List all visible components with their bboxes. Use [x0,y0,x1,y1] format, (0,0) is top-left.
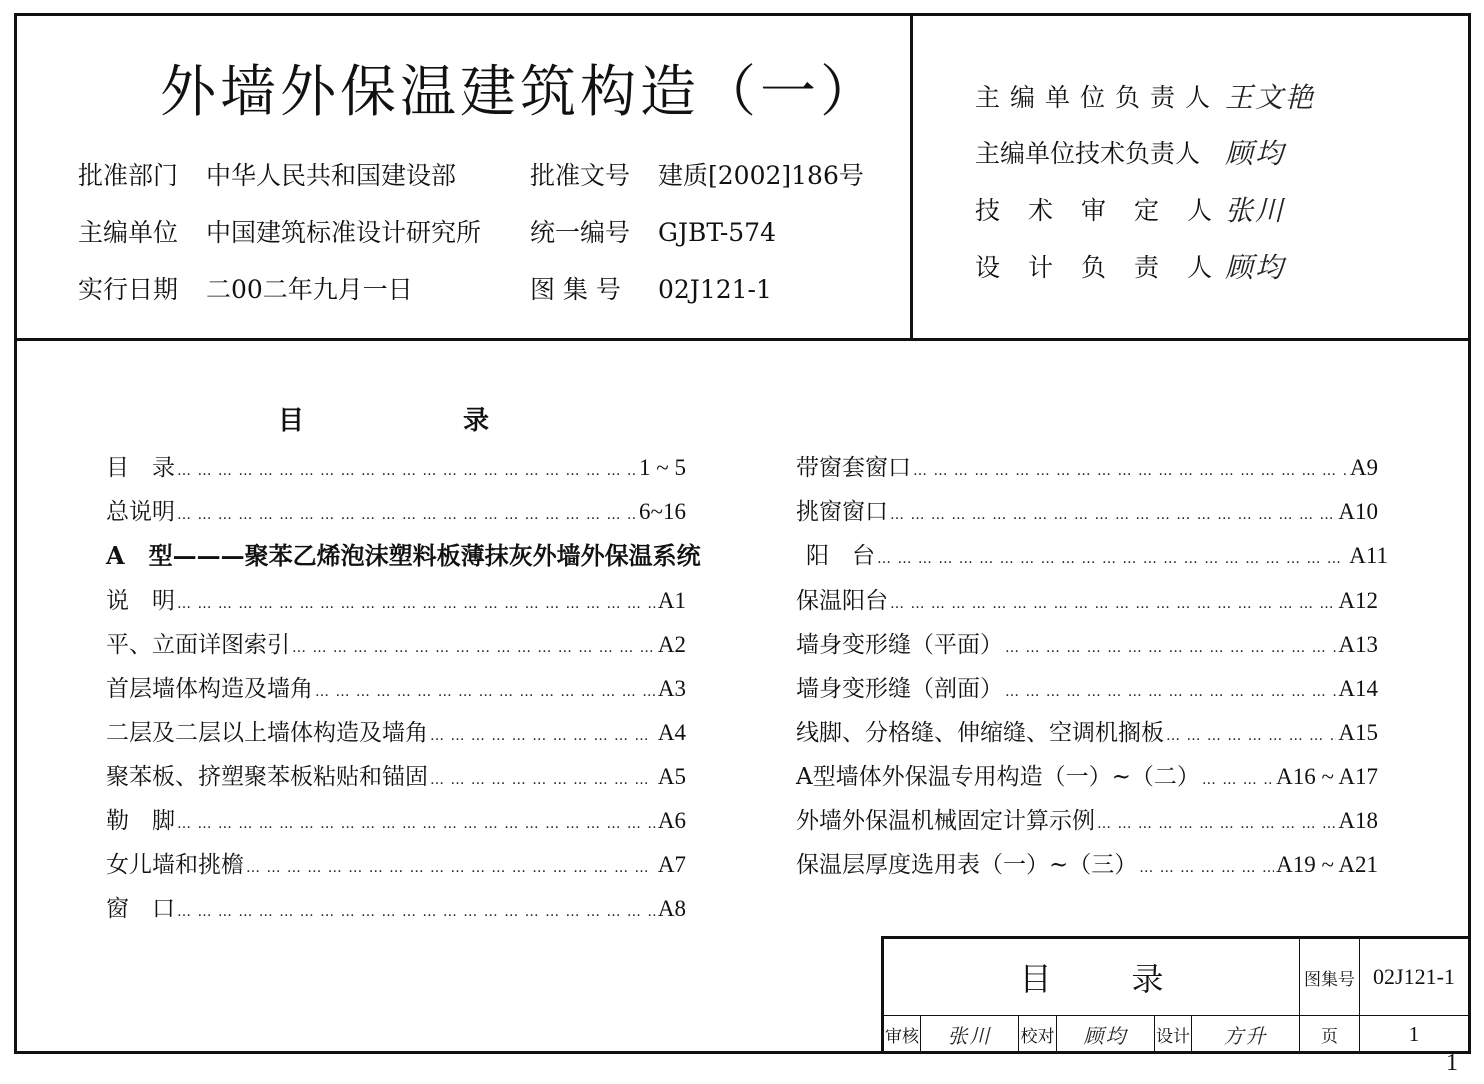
header-vertical-divider [910,13,913,340]
meta-label: 统一编号 [530,218,631,247]
check-signature: 顾均 [1057,1016,1155,1054]
toc-item[interactable]: 目 录 … … … … … … … … … … … … … … … … … … … … … … … … … … … … … … … … … … … … … … … … … … … … 1 ~ 5 [106,449,686,479]
signatory-row [975,76,1315,116]
sheet-title-right: 录 [1131,960,1164,998]
signatory-row [975,189,1285,229]
signature: 王文艳 [1225,81,1316,114]
toc-item[interactable]: 女儿墙和挑檐 … … … … … … … … … … … … … … … … … … … … … … … … … … … … … … … … … … … … … … … … … … … … A7 [106,846,686,876]
design-signature: 方升 [1192,1016,1300,1054]
page-value-cell: 1 [1360,1016,1471,1054]
meta-editor-unit [78,213,481,249]
toc-item[interactable]: 勒 脚 … … … … … … … … … … … … … … … … … … … … … … … … … … … … … … … … … … … … … … … … … … … … A6 [106,802,686,832]
meta-approval-no [530,156,864,192]
toc-item[interactable]: 墙身变形缝（剖面） … … … … … … … … … … … … … … … … … … … … … … … … … … … … … … … … … … … … … … … … … … … … A14 [796,670,1378,700]
toc-item[interactable]: 带窗套窗口 … … … … … … … … … … … … … … … … … … … … … … … … … … … … … … … … … … … … … … … … … … … … A9 [796,449,1378,479]
title-block [881,936,1471,1054]
toc-item[interactable]: 说 明 … … … … … … … … … … … … … … … … … … … … … … … … … … … … … … … … … … … … … … … … … … … … A1 [106,582,686,612]
meta-effective-date [78,270,413,306]
toc-section-heading: A 型———聚苯乙烯泡沫塑料板薄抹灰外墙外保温系统 [106,541,701,570]
toc-item[interactable]: 挑窗窗口 … … … … … … … … … … … … … … … … … … … … … … … … … … … … … … … … … … … … … … … … … … … … A10 [796,493,1378,523]
toc-item[interactable]: A型墙体外保温专用构造（一）~（二） … … … … … … … … … … … … … … … … … … … … … … … … … … … … … … … … … … … … … … … … … … … … A16 ~ A17 [796,758,1378,788]
toc-item[interactable]: 墙身变形缝（平面） … … … … … … … … … … … … … … … … … … … … … … … … … … … … … … … … … … … … … … … … … … … … A13 [796,626,1378,656]
sheet-title-cell [884,939,1300,1016]
meta-value: 二00二年九月一日 [206,275,413,304]
toc-item[interactable]: 二层及二层以上墙体构造及墙角 … … … … … … … … … … … … … … … … … … … … … … … … … … … … … … … … … … … … … … … … … … … … A4 [106,714,686,744]
signature: 顾均 [1225,251,1286,284]
sheet-title-left: 目 [1019,960,1052,998]
toc-item[interactable]: 总说明 … … … … … … … … … … … … … … … … … … … … … … … … … … … … … … … … … … … … … … … … … … … … 6~16 [106,493,686,523]
toc-item[interactable]: 平、立面详图索引 … … … … … … … … … … … … … … … … … … … … … … … … … … … … … … … … … … … … … … … … … … … … A2 [106,626,686,656]
toc-item[interactable]: 阳 台 … … … … … … … … … … … … … … … … … … … … … … … … … … … … … … … … … … … … … … … … … … … … A11 [806,537,1388,567]
toc-item[interactable]: 窗 口 … … … … … … … … … … … … … … … … … … … … … … … … … … … … … … … … … … … … … … … … … … … … A8 [106,890,686,920]
atlas-label-cell: 图集号 [1300,939,1360,1016]
meta-value: 02J121-1 [658,275,772,304]
meta-label: 图 集 号 [530,275,621,304]
signatory-row [975,132,1285,172]
meta-label: 批准文号 [530,161,631,190]
signatory-row [975,246,1285,286]
review-label-cell: 审核 [884,1016,921,1054]
meta-atlas-no [530,270,772,306]
toc-item[interactable]: 外墙外保温机械固定计算示例 … … … … … … … … … … … … … … … … … … … … … … … … … … … … … … … … … … … … … … … … … … … … A18 [796,802,1378,832]
signature: 张川 [1225,194,1286,227]
design-label-cell: 设计 [1155,1016,1192,1054]
meta-approval-dept [78,156,456,192]
meta-label: 批准部门 [78,161,179,190]
signature: 顾均 [1225,137,1286,170]
toc-item[interactable]: 保温阳台 … … … … … … … … … … … … … … … … … … … … … … … … … … … … … … … … … … … … … … … … … … … … A12 [796,582,1378,612]
meta-value: 中华人民共和国建设部 [206,161,457,190]
toc-title-left: 目 [278,406,305,436]
meta-label: 实行日期 [78,275,179,304]
signatory-label: 主编单位负责人 [975,83,1221,112]
meta-value: GJBT-574 [658,218,776,247]
meta-label: 主编单位 [78,218,179,247]
review-signature: 张川 [921,1016,1019,1054]
toc-title-right: 录 [463,406,490,436]
signatory-label: 技术审定人 [975,196,1241,225]
signatory-label: 设计负责人 [975,253,1241,282]
check-label-cell: 校对 [1019,1016,1057,1054]
document-title: 外墙外保温建筑构造（一） [160,60,880,125]
meta-value: 中国建筑标准设计研究所 [206,218,482,247]
toc-item[interactable]: 聚苯板、挤塑聚苯板粘贴和锚固 … … … … … … … … … … … … … … … … … … … … … … … … … … … … … … … … … … … … … … … … … … … … A5 [106,758,686,788]
header-divider [14,338,1468,341]
meta-value: 建质[2002]186号 [658,161,864,190]
page-number: 1 [1446,1050,1458,1076]
page-label-cell: 页 [1300,1016,1360,1054]
toc-item[interactable]: 保温层厚度选用表（一）~（三） … … … … … … … … … … … … … … … … … … … … … … … … … … … … … … … … … … … … … … … … … … … … A19 ~ A21 [796,846,1378,876]
signatory-label: 主编单位技术负责人 [975,139,1201,168]
toc-item[interactable]: 线脚、分格缝、伸缩缝、空调机搁板 … … … … … … … … … … … … … … … … … … … … … … … … … … … … … … … … … … … … … … … … … … … … A15 [796,714,1378,744]
toc-item[interactable]: 首层墙体构造及墙角 … … … … … … … … … … … … … … … … … … … … … … … … … … … … … … … … … … … … … … … … … … … … A3 [106,670,686,700]
meta-unified-no [530,213,776,249]
atlas-value-cell: 02J121-1 [1360,939,1471,1016]
